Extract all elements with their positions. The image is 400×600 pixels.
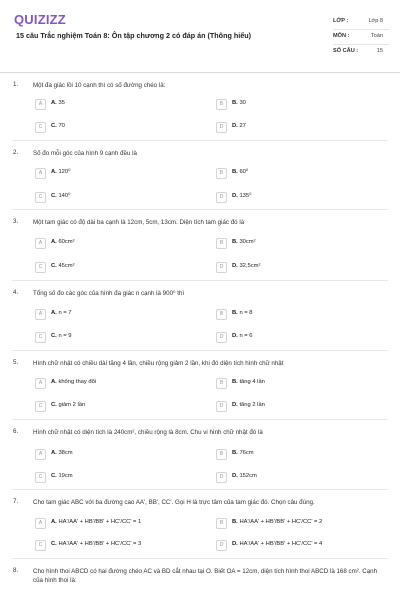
option-letter-box: D bbox=[216, 540, 227, 551]
option-a[interactable] bbox=[35, 309, 185, 320]
option-label: C. bbox=[51, 263, 57, 269]
option-letter-box: B bbox=[216, 378, 227, 389]
option-label: C. bbox=[51, 402, 57, 408]
option-d[interactable] bbox=[216, 540, 386, 551]
option-b[interactable] bbox=[216, 378, 366, 389]
option-a[interactable] bbox=[35, 99, 185, 110]
option-label: C. bbox=[51, 193, 57, 199]
question-separator bbox=[12, 350, 388, 351]
option-label: A. bbox=[51, 239, 57, 245]
option-letter-box: D bbox=[216, 332, 227, 343]
option-b[interactable] bbox=[216, 238, 366, 249]
option-letter-box: A bbox=[35, 449, 46, 460]
option-d[interactable] bbox=[216, 401, 366, 412]
option-label: D. bbox=[232, 402, 238, 408]
option-text: HA'/AA' + HB'/BB' + HC'/CC' = 3 bbox=[58, 541, 142, 547]
option-label: D. bbox=[232, 263, 238, 269]
meta-value: 15 bbox=[376, 48, 383, 54]
option-label: B. bbox=[232, 519, 238, 525]
meta-value: Toán bbox=[370, 33, 383, 39]
option-text: tăng 2 lần bbox=[239, 402, 265, 408]
option-d[interactable] bbox=[216, 122, 366, 133]
meta-row-subject bbox=[333, 30, 389, 45]
option-label: A. bbox=[51, 169, 57, 175]
question-number: 6. bbox=[13, 428, 19, 435]
option-c[interactable] bbox=[35, 540, 205, 551]
option-text: HA'/AA' + HB'/BB' + HC'/CC' = 4 bbox=[239, 541, 323, 547]
option-letter-box: D bbox=[216, 262, 227, 273]
option-text: 30 bbox=[239, 100, 246, 106]
option-b[interactable] bbox=[216, 168, 366, 179]
option-label: B. bbox=[232, 379, 238, 385]
option-letter-box: A bbox=[35, 99, 46, 110]
question-number: 7. bbox=[13, 498, 19, 505]
option-label: B. bbox=[232, 239, 238, 245]
option-text: 38cm bbox=[58, 450, 73, 456]
option-letter-box: B bbox=[216, 309, 227, 320]
option-label: A. bbox=[51, 379, 57, 385]
option-label: C. bbox=[51, 541, 57, 547]
meta-row-class bbox=[333, 15, 389, 30]
meta-label: SỐ CÂU : bbox=[333, 48, 359, 54]
option-text: n = 9 bbox=[58, 333, 72, 339]
option-label: D. bbox=[232, 193, 238, 199]
option-b[interactable] bbox=[216, 99, 366, 110]
option-text: n = 8 bbox=[239, 310, 253, 316]
option-d[interactable] bbox=[216, 472, 366, 483]
question-text: Tổng số đo các góc của hình đa giác n cạnh là 900⁰ thì bbox=[33, 290, 185, 297]
option-text: 32,5cm² bbox=[239, 263, 261, 269]
option-label: C. bbox=[51, 123, 57, 129]
option-label: D. bbox=[232, 541, 238, 547]
option-letter-box: A bbox=[35, 309, 46, 320]
option-letter-box: A bbox=[35, 518, 46, 529]
option-label: B. bbox=[232, 450, 238, 456]
option-text: 152cm bbox=[239, 473, 257, 479]
option-letter-box: B bbox=[216, 518, 227, 529]
option-text: 60cm² bbox=[58, 239, 75, 245]
option-b[interactable] bbox=[216, 518, 386, 529]
option-c[interactable] bbox=[35, 472, 185, 483]
option-letter-box: B bbox=[216, 168, 227, 179]
option-label: A. bbox=[51, 450, 57, 456]
meta-row-count bbox=[333, 45, 389, 59]
option-c[interactable] bbox=[35, 192, 185, 203]
option-letter-box: C bbox=[35, 192, 46, 203]
page-title: 15 câu Trắc nghiệm Toán 8: Ôn tập chương 2 có đáp án (Thông hiểu) bbox=[16, 31, 252, 40]
option-text: 140⁰ bbox=[58, 193, 71, 199]
question-text: Cho tam giác ABC với ba đường cao AA', BB', CC'. Gọi H là trực tâm của tam giác đó. Chọn câu đúng. bbox=[33, 499, 315, 506]
option-letter-box: A bbox=[35, 238, 46, 249]
option-a[interactable] bbox=[35, 449, 185, 460]
option-c[interactable] bbox=[35, 401, 185, 412]
option-letter-box: D bbox=[216, 122, 227, 133]
option-label: A. bbox=[51, 519, 57, 525]
option-d[interactable] bbox=[216, 192, 366, 203]
option-a[interactable] bbox=[35, 168, 185, 179]
quizizz-logo: QUIZIZZ bbox=[14, 12, 66, 27]
option-b[interactable] bbox=[216, 309, 366, 320]
option-text: n = 6 bbox=[239, 333, 253, 339]
option-text: tăng 4 lần bbox=[239, 379, 265, 385]
option-text: 30cm² bbox=[239, 239, 256, 245]
option-letter-box: C bbox=[35, 262, 46, 273]
option-letter-box: A bbox=[35, 168, 46, 179]
question-number: 2. bbox=[13, 149, 19, 156]
option-a[interactable] bbox=[35, 238, 185, 249]
option-letter-box: D bbox=[216, 401, 227, 412]
option-letter-box: A bbox=[35, 378, 46, 389]
option-text: 135⁰ bbox=[239, 193, 252, 199]
question-text: Số đo mỗi góc của hình 9 cạnh đều là bbox=[33, 150, 137, 157]
option-a[interactable] bbox=[35, 518, 205, 529]
option-text: n = 7 bbox=[58, 310, 72, 316]
question-text: Cho hình thoi ABCD có hai đường chéo AC và BD cắt nhau tại O. Biết OA = 12cm, diện tích hình thoi ABCD là 168 cm². Cạnh của hình thoi là: bbox=[33, 568, 378, 584]
meta-value: Lớp 8 bbox=[368, 18, 383, 24]
page-header bbox=[0, 0, 400, 66]
option-letter-box: C bbox=[35, 122, 46, 133]
option-text: 60⁰ bbox=[239, 169, 249, 175]
option-a[interactable] bbox=[35, 378, 185, 389]
option-letter-box: C bbox=[35, 401, 46, 412]
question-separator bbox=[12, 419, 388, 420]
question-number: 4. bbox=[13, 289, 19, 296]
question-text: Hình chữ nhật có diện tích là 240cm², chiều rộng là 8cm. Chu vi hình chữ nhật đó là bbox=[33, 429, 263, 436]
question-separator bbox=[12, 280, 388, 281]
question-text: Một tam giác có độ dài ba cạnh là 12cm, 5cm, 13cm. Diện tích tam giác đó là bbox=[33, 219, 245, 226]
option-label: A. bbox=[51, 310, 57, 316]
option-label: D. bbox=[232, 333, 238, 339]
question-separator bbox=[12, 558, 388, 559]
option-label: C. bbox=[51, 473, 57, 479]
option-label: A. bbox=[51, 100, 57, 106]
question-text: Một đa giác lồi 10 cạnh thì có số đường chéo là: bbox=[33, 82, 166, 89]
option-c[interactable] bbox=[35, 122, 185, 133]
option-letter-box: B bbox=[216, 99, 227, 110]
option-letter-box: B bbox=[216, 449, 227, 460]
option-letter-box: C bbox=[35, 472, 46, 483]
option-d[interactable] bbox=[216, 332, 366, 343]
option-text: 70 bbox=[58, 123, 65, 129]
option-text: 35 bbox=[58, 100, 65, 106]
option-text: 45cm² bbox=[58, 263, 75, 269]
option-text: 19cm bbox=[58, 473, 73, 479]
question-text: Hình chữ nhật có chiều dài tăng 4 lần, chiều rộng giảm 2 lần, khi đó diện tích hình chữ nhật bbox=[33, 360, 284, 367]
question-separator bbox=[12, 209, 388, 210]
option-label: B. bbox=[232, 100, 238, 106]
option-label: D. bbox=[232, 473, 238, 479]
question-separator bbox=[12, 140, 388, 141]
option-letter-box: C bbox=[35, 332, 46, 343]
option-label: B. bbox=[232, 169, 238, 175]
option-d[interactable] bbox=[216, 262, 366, 273]
header-divider bbox=[0, 72, 400, 73]
option-text: không thay đổi bbox=[58, 379, 97, 385]
option-text: 76cm bbox=[239, 450, 254, 456]
option-label: C. bbox=[51, 333, 57, 339]
option-label: B. bbox=[232, 310, 238, 316]
option-text: HA'/AA' + HB'/BB' + HC'/CC' = 1 bbox=[58, 519, 142, 525]
option-letter-box: D bbox=[216, 192, 227, 203]
question-separator bbox=[12, 489, 388, 490]
option-text: HA'/AA' + HB'/BB' + HC'/CC' = 2 bbox=[239, 519, 323, 525]
option-text: giảm 2 lần bbox=[58, 402, 86, 408]
option-c[interactable] bbox=[35, 332, 185, 343]
option-letter-box: C bbox=[35, 540, 46, 551]
option-letter-box: D bbox=[216, 472, 227, 483]
question-number: 3. bbox=[13, 218, 19, 225]
question-number: 8. bbox=[13, 567, 19, 574]
question-number: 5. bbox=[13, 359, 19, 366]
option-text: 120⁰ bbox=[58, 169, 71, 175]
meta-label: MÔN : bbox=[333, 33, 350, 39]
option-letter-box: B bbox=[216, 238, 227, 249]
meta-table bbox=[333, 15, 389, 59]
option-text: 27 bbox=[239, 123, 246, 129]
option-label: D. bbox=[232, 123, 238, 129]
option-b[interactable] bbox=[216, 449, 366, 460]
option-c[interactable] bbox=[35, 262, 185, 273]
question-number: 1. bbox=[13, 81, 19, 88]
meta-label: LỚP : bbox=[333, 18, 349, 24]
